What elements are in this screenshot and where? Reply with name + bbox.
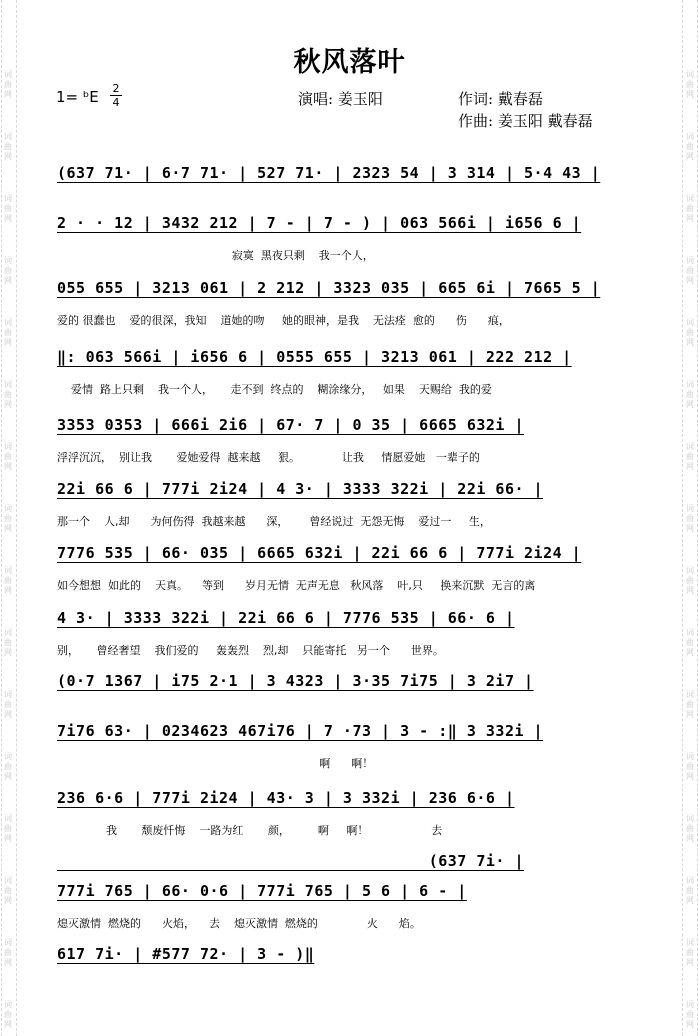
- watermark-text: 词 曲 网: [686, 1000, 694, 1029]
- watermark-text: 词 曲 网: [686, 752, 694, 781]
- score-row: [57, 722, 637, 782]
- score-row: [57, 416, 637, 476]
- watermark-text: 词 曲 网: [4, 690, 12, 719]
- watermark-text: 词 曲 网: [686, 70, 694, 99]
- watermark-text: 词 曲 网: [4, 504, 12, 533]
- watermark-text: 词 曲 网: [4, 628, 12, 657]
- lyric-line: 别， 曾经奢望 我们爱的 轰轰烈 烈,却 只能寄托 另一个 世界。: [57, 644, 444, 657]
- watermark-text: 词 曲 网: [4, 876, 12, 905]
- watermark-text: 词 曲 网: [4, 814, 12, 843]
- notation-line: ‖: 063 566i | i656 6 | 0555 655 | 3213 061 | 222 212 |: [57, 348, 572, 366]
- notation-line: 777i 765 | 66· 0·6 | 777i 765 | 5 6 | 6 - |: [57, 882, 467, 900]
- watermark-text: 词 曲 网: [686, 504, 694, 533]
- notation-line: (637 7i· |: [57, 852, 525, 870]
- notation-line: (637 71· | 6·7 71· | 527 71· | 2323 54 | 3 314 | 5·4 43 |: [57, 164, 601, 182]
- watermark-text: 词 曲 网: [686, 628, 694, 657]
- watermark-text: 词 曲 网: [4, 318, 12, 347]
- watermark-text: 词 曲 网: [4, 70, 12, 99]
- lyric-line: 爱的 很蠢也 爱的很深，我知 道她的吻 她的眼神，是我 无法痊 愈的 伤 痕，: [57, 314, 510, 327]
- notation-line: 055 655 | 3213 061 | 2 212 | 3323 035 | 665 6i | 7665 5 |: [57, 279, 601, 297]
- score-row: [57, 945, 637, 1005]
- score-row: [57, 480, 637, 540]
- time-signature: [110, 83, 122, 108]
- watermark-text: 词 曲 网: [686, 876, 694, 905]
- watermark-text: 词 曲 网: [686, 938, 694, 967]
- lyric-line: 寂寞 黑夜只剩 我一个人，: [57, 249, 374, 262]
- score-row: [57, 279, 637, 339]
- watermark-text: 词 曲 网: [686, 194, 694, 223]
- watermark-text: 词 曲 网: [4, 194, 12, 223]
- watermark-text: 词 曲 网: [686, 132, 694, 161]
- lyric-line: 浮浮沉沉， 别让我 爱她爱得 越来越 狠。 让我 情愿爱她 一辈子的: [57, 451, 480, 464]
- watermark-text: 词 曲 网: [4, 752, 12, 781]
- notation-line: 7i76 63· | 0234623 467i76 | 7 ·73 | 3 - :‖ 3 332i |: [57, 722, 544, 740]
- lyric-line: 那一个 人,却 为何伤得 我越来越 深， 曾经说过 无怨无悔 爱过一 生，: [57, 515, 491, 528]
- watermark-text: 词 曲 网: [686, 318, 694, 347]
- watermark-text: 词 曲 网: [4, 1000, 12, 1029]
- watermark-text: 词 曲 网: [4, 380, 12, 409]
- page-title: 秋风落叶: [293, 47, 406, 78]
- score-row: [57, 882, 637, 942]
- watermark-text: 词 曲 网: [686, 690, 694, 719]
- score-row: [57, 214, 637, 274]
- watermark-text: 词 曲 网: [4, 442, 12, 471]
- watermark-text: 词 曲 网: [686, 380, 694, 409]
- notation-line: 2 · · 12 | 3432 212 | 7 - | 7 - ) | 063 566i | i656 6 |: [57, 214, 582, 232]
- notation-line: 22i 66 6 | 777i 2i24 | 4 3· | 3333 322i | 22i 66· |: [57, 480, 544, 498]
- watermark-text: 词 曲 网: [686, 566, 694, 595]
- lyric-line: 啊 啊！: [57, 757, 374, 770]
- watermark-text: 词 曲 网: [4, 256, 12, 285]
- notation-line: 4 3· | 3333 322i | 22i 66 6 | 7776 535 | 66· 6 |: [57, 609, 515, 627]
- lyricist-credit: 作词: 戴春磊: [458, 90, 543, 108]
- time-signature-bottom: 4: [112, 96, 120, 109]
- notation-line: (0·7 1367 | i75 2·1 | 3 4323 | 3·35 7i75 | 3 2i7 |: [57, 672, 534, 690]
- lyric-line: 我 颓废忏悔 一路为红 颜， 啊 啊！ 去: [57, 824, 443, 837]
- watermark-text: 词 曲 网: [686, 442, 694, 471]
- lyric-line: [57, 978, 637, 994]
- lyric-line: 爱情 路上只剩 我一个人， 走不到 终点的 糊涂缘分， 如果 天赐给 我的爱: [57, 383, 492, 396]
- time-signature-top: 2: [112, 82, 120, 95]
- composer-credit: 作曲: 姜玉阳 戴春磊: [458, 112, 593, 130]
- watermark-text: 词 曲 网: [686, 256, 694, 285]
- lyric-line: [57, 705, 637, 721]
- lyric-line: 熄灭激情 燃烧的 火焰， 去 熄灭激情 燃烧的 火 焰。: [57, 917, 421, 930]
- singer-credit: 演唱: 姜玉阳: [298, 90, 383, 108]
- lyric-line: [57, 197, 637, 213]
- notation-line: 3353 0353 | 666i 2i6 | 67· 7 | 0 35 | 6665 632i |: [57, 416, 525, 434]
- notation-line: 7776 535 | 66· 035 | 6665 632i | 22i 66 6 | 777i 2i24 |: [57, 544, 582, 562]
- score-row: [57, 544, 637, 604]
- score-row: [57, 609, 637, 669]
- score-row: [57, 348, 637, 408]
- key-signature: 1= ᵇE: [56, 88, 99, 106]
- watermark-text: 词 曲 网: [4, 566, 12, 595]
- watermark-text: 词 曲 网: [4, 938, 12, 967]
- score-row: [57, 789, 637, 849]
- watermark-text: 词 曲 网: [686, 814, 694, 843]
- watermark-text: 词 曲 网: [4, 132, 12, 161]
- lyric-line: 如今想想 如此的 天真。 等到 岁月无情 无声无息 秋风落 叶,只 换来沉默 无言的离: [57, 579, 536, 592]
- notation-line: 617 7i· | #577 72· | 3 - )‖: [57, 945, 315, 963]
- notation-line: 236 6·6 | 777i 2i24 | 43· 3 | 3 332i | 236 6·6 |: [57, 789, 515, 807]
